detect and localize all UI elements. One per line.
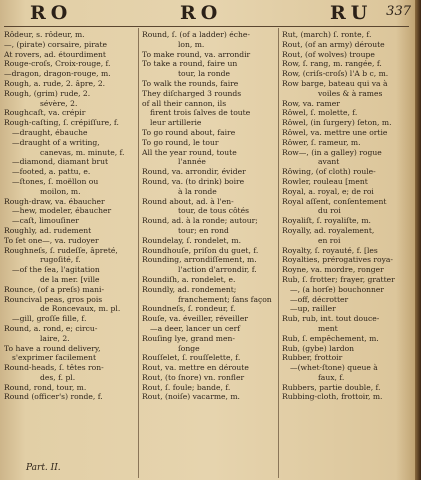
- dictionary-entry-line: Rout, va. mettre en déroute: [142, 363, 249, 373]
- dictionary-entry-line: l'action d'arrondir, f.: [178, 265, 257, 275]
- dictionary-entry-line: Round, va. arrondir, évider: [142, 167, 246, 177]
- dictionary-entry-line: At rovers, ad. étourdiment: [4, 49, 106, 59]
- dictionary-entry-line: tour, de tous côtés: [178, 206, 249, 216]
- dictionary-entry-line: du roi: [318, 206, 341, 216]
- dictionary-entry-line: —caſt, limouſiner: [12, 216, 79, 226]
- dictionary-entry-line: Roughly, ad. rudement: [4, 225, 92, 235]
- dictionary-entry-line: lon, m.: [178, 39, 205, 49]
- dictionary-entry-line: Rouſing lye, grand men-: [142, 333, 235, 343]
- dictionary-entry-line: Rough-draw, va. ébaucher: [4, 196, 105, 206]
- dictionary-entry-line: Rouge-croſs, Croix-rouge, f.: [4, 59, 111, 69]
- dictionary-entry-line: —off, décrotter: [290, 294, 349, 304]
- dictionary-entry-line: Row—, (in a galley) rogue: [282, 147, 382, 157]
- dictionary-entry-line: Rounce, (of a preſs) mani-: [4, 284, 105, 294]
- column-header-3: RU: [330, 2, 373, 24]
- dictionary-entry-line: Rough-caſting, ſ. crépiſſure, f.: [4, 118, 119, 128]
- dictionary-entry-line: Rout, ſ. foule; bande, f.: [142, 382, 231, 392]
- dictionary-entry-line: Rowler, rouleau [ment: [282, 176, 368, 186]
- dictionary-entry-line: faux, f.: [318, 372, 345, 382]
- dictionary-entry-line: Rub, ſ. frotter; frayer, gratter: [282, 274, 395, 284]
- dictionary-entry-line: franchement; ſans façon: [178, 294, 272, 304]
- dictionary-entry-line: Rub, (gybe) lardon: [282, 343, 355, 353]
- dictionary-entry-line: Rough, (grim) rude, 2.: [4, 88, 91, 98]
- dictionary-entry-line: To have a round delivery,: [4, 343, 101, 353]
- dictionary-entry-line: Rub, ſ. empêchement, m.: [282, 333, 379, 343]
- dictionary-entry-line: To walk the rounds, faire: [142, 78, 239, 88]
- dictionary-entry-line: of all their cannon, ils: [142, 98, 227, 108]
- entry-column-1: [4, 30, 138, 480]
- dictionary-entry-line: Royalties, prérogatives roya-: [282, 255, 393, 265]
- dictionary-entry-line: Royal, a. royal, e; de roi: [282, 186, 374, 196]
- dictionary-entry-line: All the year round, toute: [142, 147, 237, 157]
- dictionary-entry-line: Royally, ad. royalement,: [282, 225, 375, 235]
- dictionary-entry-line: de Roncevaux, m. pl.: [40, 304, 121, 314]
- dictionary-entry-line: Round-heads, ſ. têtes ron-: [4, 363, 104, 373]
- dictionary-entry-line: Rub, rub, int. tout douce-: [282, 314, 380, 324]
- dictionary-entry-line: —footed, a. pattu, e.: [12, 167, 91, 177]
- page-number: 337: [386, 4, 411, 19]
- dictionary-entry-line: —draught of a writing,: [12, 137, 100, 147]
- dictionary-entry-line: l'année: [178, 157, 206, 167]
- dictionary-entry-line: laire, 2.: [40, 333, 70, 343]
- dictionary-entry-line: ment: [318, 323, 338, 333]
- dictionary-entry-line: To go round about, faire: [142, 127, 236, 137]
- dictionary-entry-line: To ſet one—, va. rudoyer: [4, 235, 99, 245]
- dictionary-entry-line: Royalty, ſ. royauté, f. [les: [282, 245, 378, 255]
- dictionary-entry-line: sévère, 2.: [40, 98, 78, 108]
- dictionary-entry-line: Rouncival peas, gros pois: [4, 294, 103, 304]
- dictionary-entry-line: To take a round, faire un: [142, 59, 238, 69]
- dictionary-entry-line: Roughneſs, ſ. rudeſſe, âpreté,: [4, 245, 118, 255]
- dictionary-entry-line: canevas, m. minute, f.: [40, 147, 125, 157]
- dictionary-entry-line: —a deer, lancer un cerf: [150, 323, 241, 333]
- dictionary-entry-line: —, (a horſe) bouchonner: [290, 284, 385, 294]
- dictionary-entry-line: Round, ſ. (of a ladder) éche-: [142, 30, 250, 39]
- dictionary-entry-line: des, f. pl.: [40, 372, 76, 382]
- footer-signature: Part. II.: [26, 463, 61, 473]
- dictionary-entry-line: leur artillerie: [150, 118, 202, 128]
- column-divider: [138, 28, 139, 478]
- dictionary-entry-line: —ſtones, ſ. moëllon ou: [12, 176, 99, 186]
- dictionary-entry-line: Rout, (of wolves) troupe: [282, 49, 375, 59]
- dictionary-entry-line: Roundelay, ſ. rondelet, m.: [142, 235, 241, 245]
- dictionary-entry-line: Row, (criſs-croſs) l'A b c, m.: [282, 69, 389, 79]
- dictionary-entry-line: à la ronde: [178, 186, 217, 196]
- dictionary-entry-line: Round, va. (to drink) boire: [142, 176, 245, 186]
- dictionary-entry-line: Round (officer's) ronde, f.: [4, 392, 103, 402]
- dictionary-entry-line: Round, ad. à la ronde; autour;: [142, 216, 258, 226]
- column-divider: [278, 28, 279, 478]
- dictionary-entry-line: Round about, ad. à l'en-: [142, 196, 234, 206]
- dictionary-entry-line: Round, a. rond, e; circu-: [4, 323, 98, 333]
- dictionary-entry-line: Rut, (march) ſ. ronte, f.: [282, 30, 372, 39]
- dictionary-entry-line: Rounding, arrondiſſement, m.: [142, 255, 257, 265]
- dictionary-entry-line: Row, ſ. rang, m. rangée, f.: [282, 59, 382, 69]
- dictionary-entry-line: —(whet-ſtone) queue à: [290, 363, 378, 373]
- dictionary-entry-line: Roughcaſt, va. crépir: [4, 108, 86, 118]
- dictionary-entry-line: Rôwel, ſ. molette, f.: [282, 108, 358, 118]
- dictionary-entry-line: ſonge: [178, 343, 200, 353]
- dictionary-entry-line: voiles & à rames: [318, 88, 383, 98]
- dictionary-entry-line: Rout, (of an army) déroute: [282, 39, 385, 49]
- dictionary-entry-line: —hew, modeler, ébaucher: [12, 206, 112, 216]
- entry-column-2: [142, 30, 276, 480]
- dictionary-entry-line: Rôwel, va. mettre une ortie: [282, 127, 388, 137]
- dictionary-entry-line: moilon, m.: [40, 186, 81, 196]
- dictionary-entry-line: firent trois ſalves de toute: [150, 108, 251, 118]
- dictionary-entry-line: Rôdeur, s. rôdeur, m.: [4, 30, 85, 39]
- dictionary-entry-line: de la mer. [ville: [40, 274, 100, 284]
- dictionary-entry-line: Rouſſelet, ſ. rouſſelette, f.: [142, 353, 241, 363]
- dictionary-entry-line: To go round, le tour: [142, 137, 219, 147]
- dictionary-entry-line: —draught, ébauche: [12, 127, 88, 137]
- column-header-2: RO: [180, 2, 223, 24]
- dictionary-entry-line: Row, va. ramer: [282, 98, 340, 108]
- dictionary-entry-line: —dragon, dragon-rouge, m.: [4, 69, 111, 79]
- dictionary-entry-line: —up, railler: [290, 304, 336, 314]
- dictionary-entry-line: tour; en rond: [178, 225, 229, 235]
- dictionary-entry-line: rugoſité, f.: [40, 255, 81, 265]
- dictionary-entry-line: Royal aſſent, conſentement: [282, 196, 387, 206]
- header-rule: [4, 26, 409, 27]
- entry-column-3: [282, 30, 416, 480]
- dictionary-entry-line: Rôwing, (of cloth) roule-: [282, 167, 376, 177]
- dictionary-entry-line: —of the ſea, l'agitation: [12, 265, 100, 275]
- dictionary-entry-line: Rubber, frottoir: [282, 353, 343, 363]
- dictionary-entry-line: avant: [318, 157, 340, 167]
- dictionary-entry-line: To make round, va. arrondir: [142, 49, 251, 59]
- dictionary-entry-line: Roundhouſe, priſon du guet, f.: [142, 245, 259, 255]
- dictionary-entry-line: Roundly, ad. rondement;: [142, 284, 237, 294]
- dictionary-entry-line: —, (pirate) corsaire, pirate: [4, 39, 108, 49]
- dictionary-entry-line: Rouſe, va. éveiller, réveiller: [142, 314, 248, 324]
- dictionary-entry-line: Royne, va. mordre, ronger: [282, 265, 384, 275]
- dictionary-entry-line: —gill, groſſe fille, f.: [12, 314, 87, 324]
- dictionary-entry-line: —diamond, diamant brut: [12, 157, 109, 167]
- dictionary-entry-line: Rôwer, ſ. rameur, m.: [282, 137, 361, 147]
- dictionary-entry-line: They diſcharged 3 rounds: [142, 88, 242, 98]
- column-header-1: RO: [30, 2, 73, 24]
- dictionary-entry-line: Rout, (noiſe) vacarme, m.: [142, 392, 240, 402]
- dictionary-entry-line: s'exprimer facilement: [12, 353, 96, 363]
- dictionary-entry-line: Rubbing-cloth, frottoir, m.: [282, 392, 383, 402]
- dictionary-entry-line: Round, rond, tour, m.: [4, 382, 87, 392]
- dictionary-entry-line: tour, la ronde: [178, 69, 230, 79]
- dictionary-entry-line: en roi: [318, 235, 341, 245]
- dictionary-entry-line: Rout, (to ſnore) vn. ronfler: [142, 372, 245, 382]
- dictionary-entry-line: Row barge, bateau qui va à: [282, 78, 388, 88]
- dictionary-entry-line: Rubbers, partie double, f.: [282, 382, 381, 392]
- dictionary-entry-line: Roundiſh, a. rondelet, e.: [142, 274, 236, 284]
- dictionary-entry-line: Rôwel, (in ſurgery) ſeton, m.: [282, 118, 392, 128]
- dictionary-entry-line: Rough, a. rude, 2. âpre, 2.: [4, 78, 106, 88]
- dictionary-entry-line: Roundneſs, ſ. rondeur, f.: [142, 304, 236, 314]
- dictionary-entry-line: Royaliſt, ſ. royaliſte, m.: [282, 216, 371, 226]
